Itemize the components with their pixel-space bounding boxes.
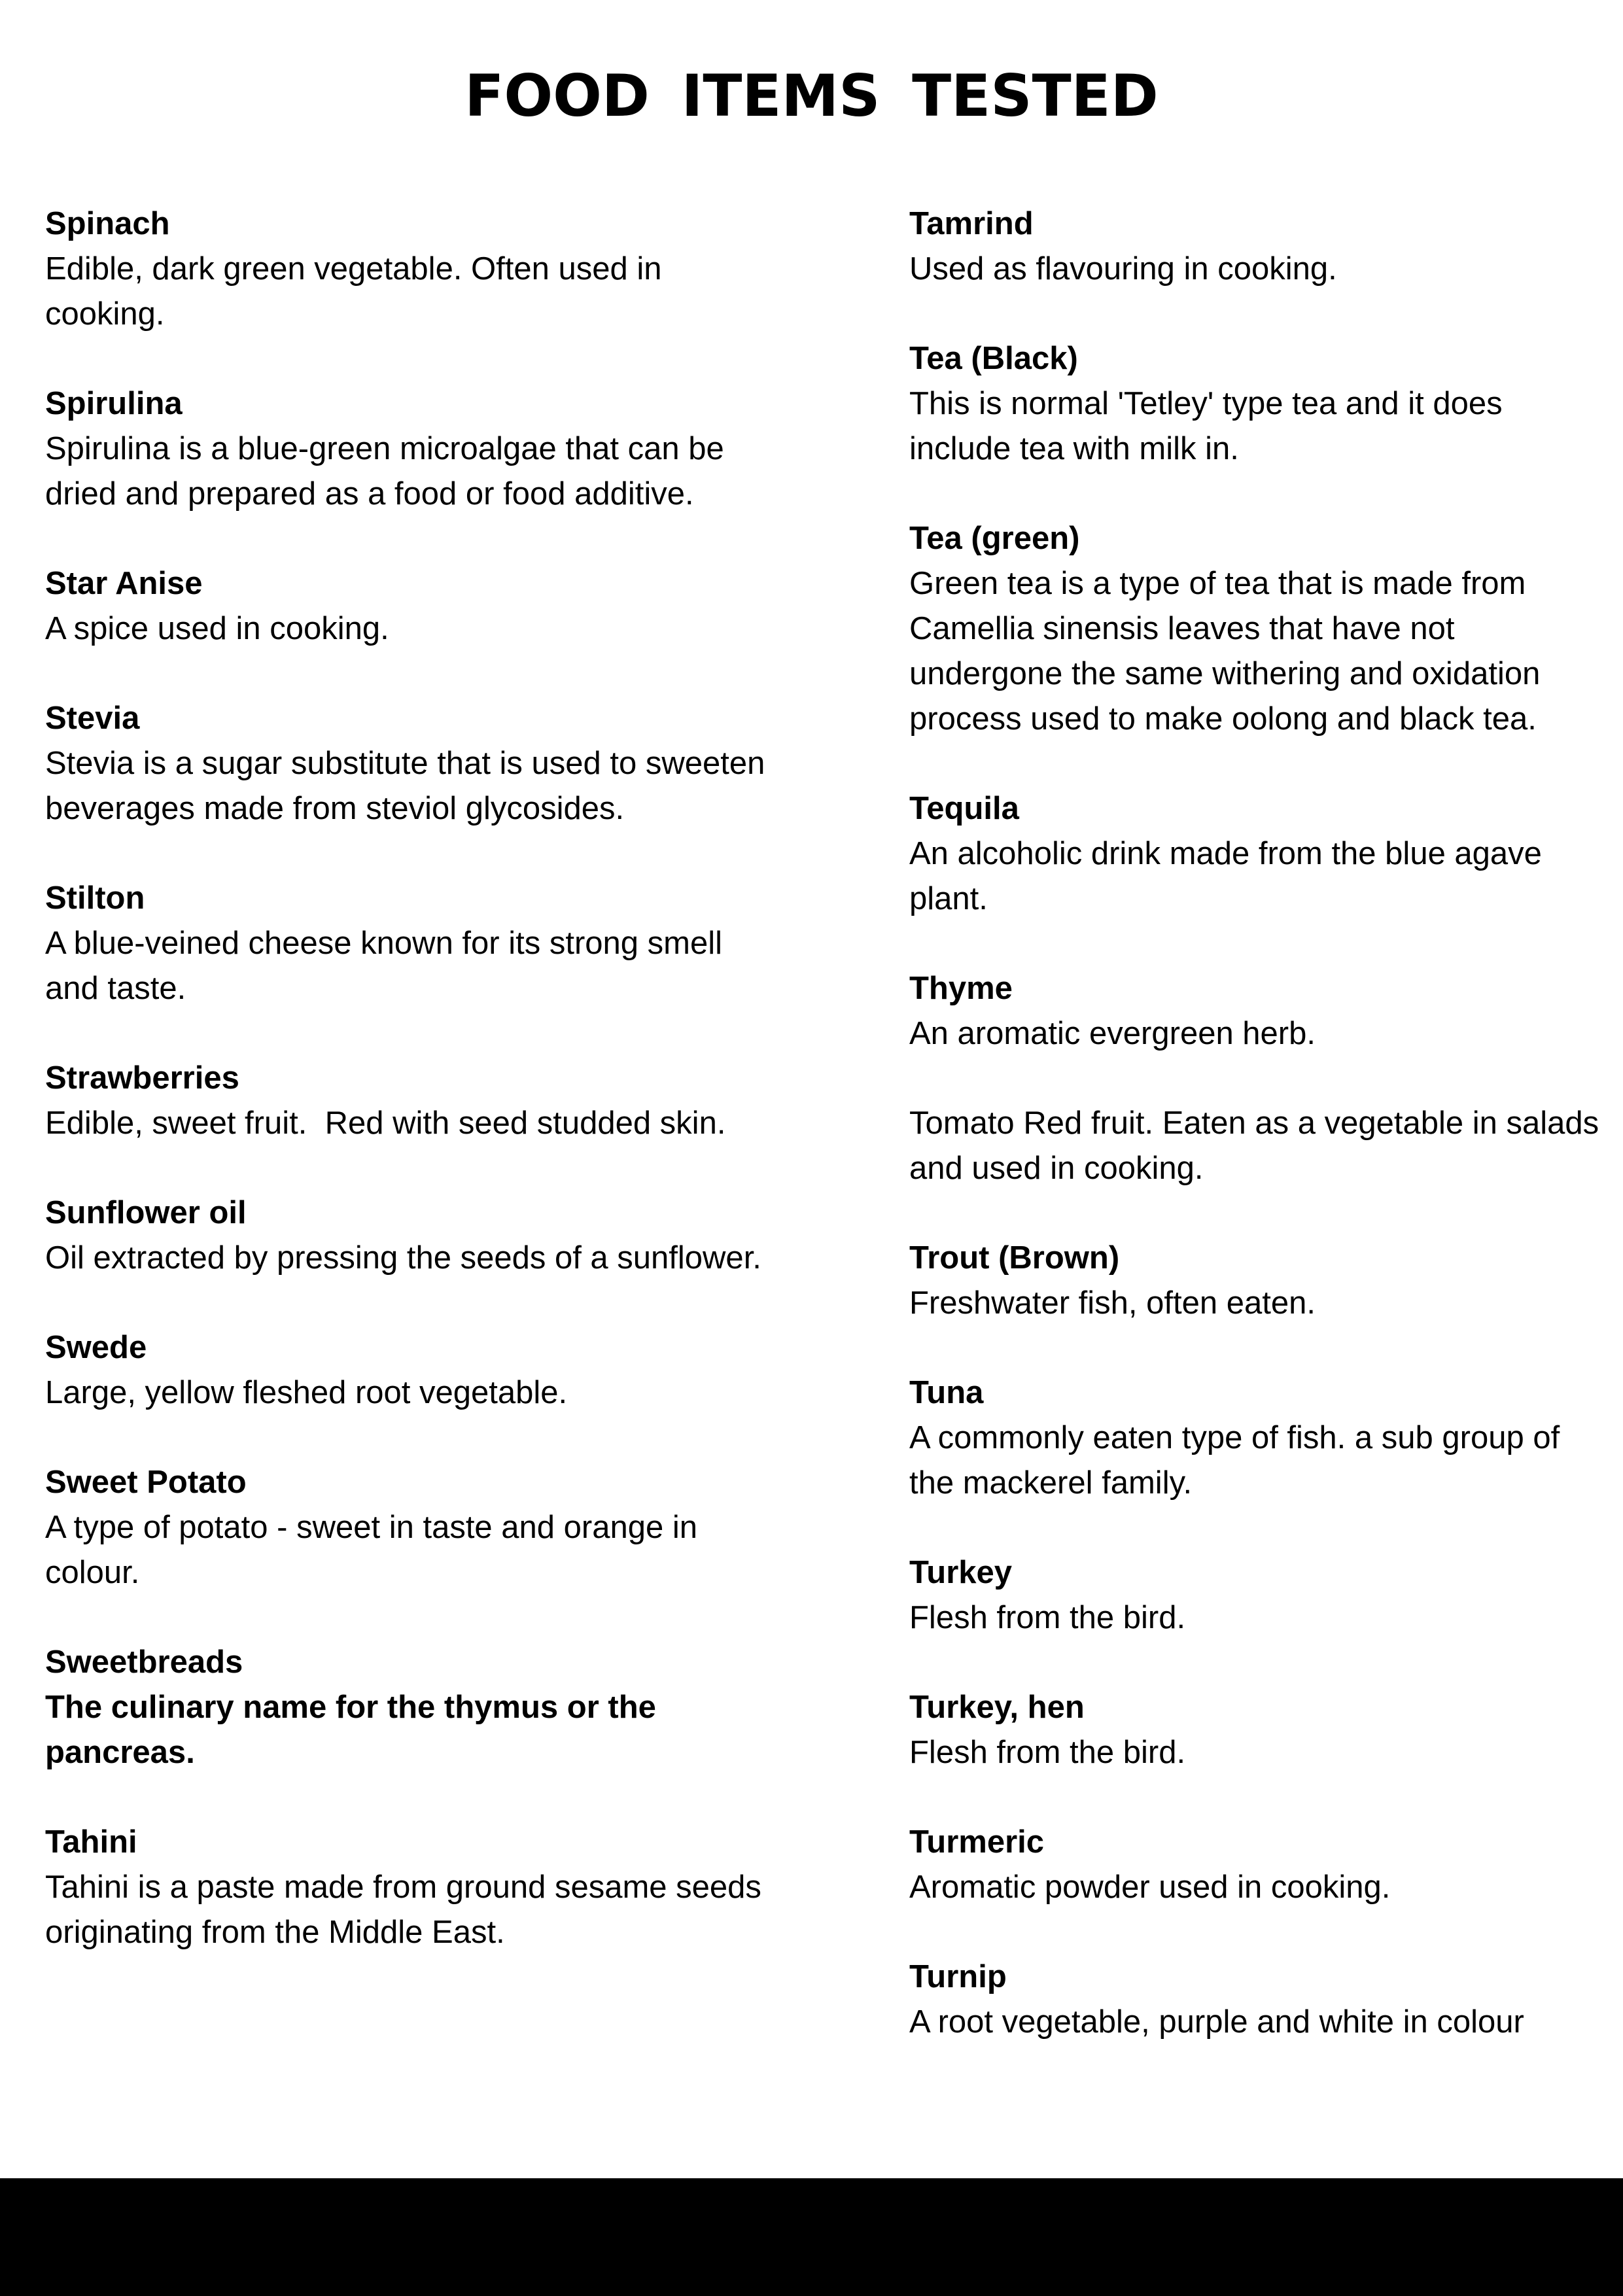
food-description: Used as flavouring in cooking.: [909, 251, 1337, 287]
food-entry-tomato: [909, 1101, 1603, 1191]
food-entry-stilton: [45, 876, 778, 1011]
food-name: Thyme: [909, 971, 1013, 1006]
food-entry-trout-brown: [909, 1236, 1603, 1326]
food-description: The culinary name for the thymus or the pancreas.: [45, 1690, 656, 1770]
food-entry-sweetbreads: [45, 1640, 778, 1775]
food-entry-tahini: [45, 1820, 778, 1955]
food-entry-strawberries: [45, 1056, 778, 1146]
food-entry-tequila: [909, 786, 1603, 922]
food-description: Stevia is a sugar substitute that is used to sweeten beverages made from steviol glycosides.: [45, 746, 765, 826]
food-entry-sweet-potato: [45, 1460, 778, 1595]
food-entry-turkey: [909, 1550, 1603, 1641]
food-name: Trout (Brown): [909, 1240, 1120, 1276]
food-entry-tea-black: [909, 336, 1603, 472]
food-description: [909, 1101, 1603, 1191]
food-entry-tamrind: [909, 201, 1603, 292]
food-name: Sweet Potato: [45, 1465, 247, 1500]
food-description: This is normal 'Tetley' type tea and it does include tea with milk in.: [909, 386, 1503, 466]
page-title: FOOD ITEMS TESTED: [464, 62, 1159, 130]
food-description: A root vegetable, purple and white in colour: [909, 2004, 1524, 2040]
food-name: Tahini: [45, 1824, 137, 1860]
footer-bar: [0, 2178, 1623, 2296]
food-description: Oil extracted by pressing the seeds of a sunflower.: [45, 1240, 761, 1276]
food-entry-turkey-hen: [909, 1685, 1603, 1775]
right-column: [909, 201, 1603, 2089]
food-entry-turnip: [909, 1955, 1603, 2045]
food-name: Tuna: [909, 1375, 984, 1410]
food-name: Stilton: [45, 880, 145, 916]
food-name: Tea (green): [909, 521, 1080, 556]
food-description: Edible, dark green vegetable. Often used in cooking.: [45, 251, 662, 332]
food-name: Sunflower oil: [45, 1195, 247, 1230]
food-description: Large, yellow fleshed root vegetable.: [45, 1375, 568, 1410]
food-name: Spirulina: [45, 386, 183, 421]
food-name: Strawberries: [45, 1060, 239, 1096]
food-name: Turkey, hen: [909, 1690, 1085, 1725]
food-name: Swede: [45, 1330, 147, 1365]
food-entry-tea-green: [909, 516, 1603, 742]
food-description-text: Red fruit. Eaten as a vegetable in salads and used in cooking.: [909, 1105, 1599, 1186]
food-entry-stevia: [45, 696, 778, 831]
food-name: Sweetbreads: [45, 1644, 243, 1680]
left-column: [45, 201, 778, 2000]
food-entry-swede: [45, 1325, 778, 1416]
food-name: Tamrind: [909, 206, 1034, 241]
food-name: Turkey: [909, 1555, 1013, 1590]
food-description: Spirulina is a blue-green microalgae that can be dried and prepared as a food or food additive.: [45, 431, 724, 512]
food-name: Turmeric: [909, 1824, 1045, 1860]
food-description: An alcoholic drink made from the blue agave plant.: [909, 836, 1542, 916]
food-description: Edible, sweet fruit. Red with seed studded skin.: [45, 1105, 726, 1141]
food-description: Aromatic powder used in cooking.: [909, 1870, 1391, 1905]
food-entry-spinach: [45, 201, 778, 337]
food-name: Tea (Black): [909, 341, 1078, 376]
food-entry-star-anise: [45, 561, 778, 652]
food-name: Spinach: [45, 206, 170, 241]
food-description: Flesh from the bird.: [909, 1600, 1186, 1635]
food-entry-turmeric: [909, 1820, 1603, 1910]
food-entry-thyme: [909, 966, 1603, 1056]
food-name: Tequila: [909, 791, 1019, 826]
food-description: A blue-veined cheese known for its strong smell and taste.: [45, 926, 722, 1006]
food-name: Tomato: [909, 1105, 1015, 1141]
food-description: A type of potato - sweet in taste and orange in colour.: [45, 1510, 697, 1590]
food-entry-tuna: [909, 1370, 1603, 1506]
food-entry-spirulina: [45, 381, 778, 517]
food-name: Stevia: [45, 701, 140, 736]
food-description: Flesh from the bird.: [909, 1735, 1186, 1770]
food-description: A spice used in cooking.: [45, 611, 389, 646]
food-description: Freshwater fish, often eaten.: [909, 1285, 1316, 1321]
food-description: Green tea is a type of tea that is made from Camellia sinensis leaves that have not undergone the same withering and oxidation process used to make oolong and black tea.: [909, 566, 1541, 737]
food-description: An aromatic evergreen herb.: [909, 1016, 1316, 1051]
food-name: Turnip: [909, 1959, 1007, 1994]
food-description: A commonly eaten type of fish. a sub group of the mackerel family.: [909, 1420, 1560, 1501]
food-entry-sunflower-oil: [45, 1191, 778, 1281]
food-description: Tahini is a paste made from ground sesame seeds originating from the Middle East.: [45, 1870, 761, 1950]
food-name: Star Anise: [45, 566, 203, 601]
